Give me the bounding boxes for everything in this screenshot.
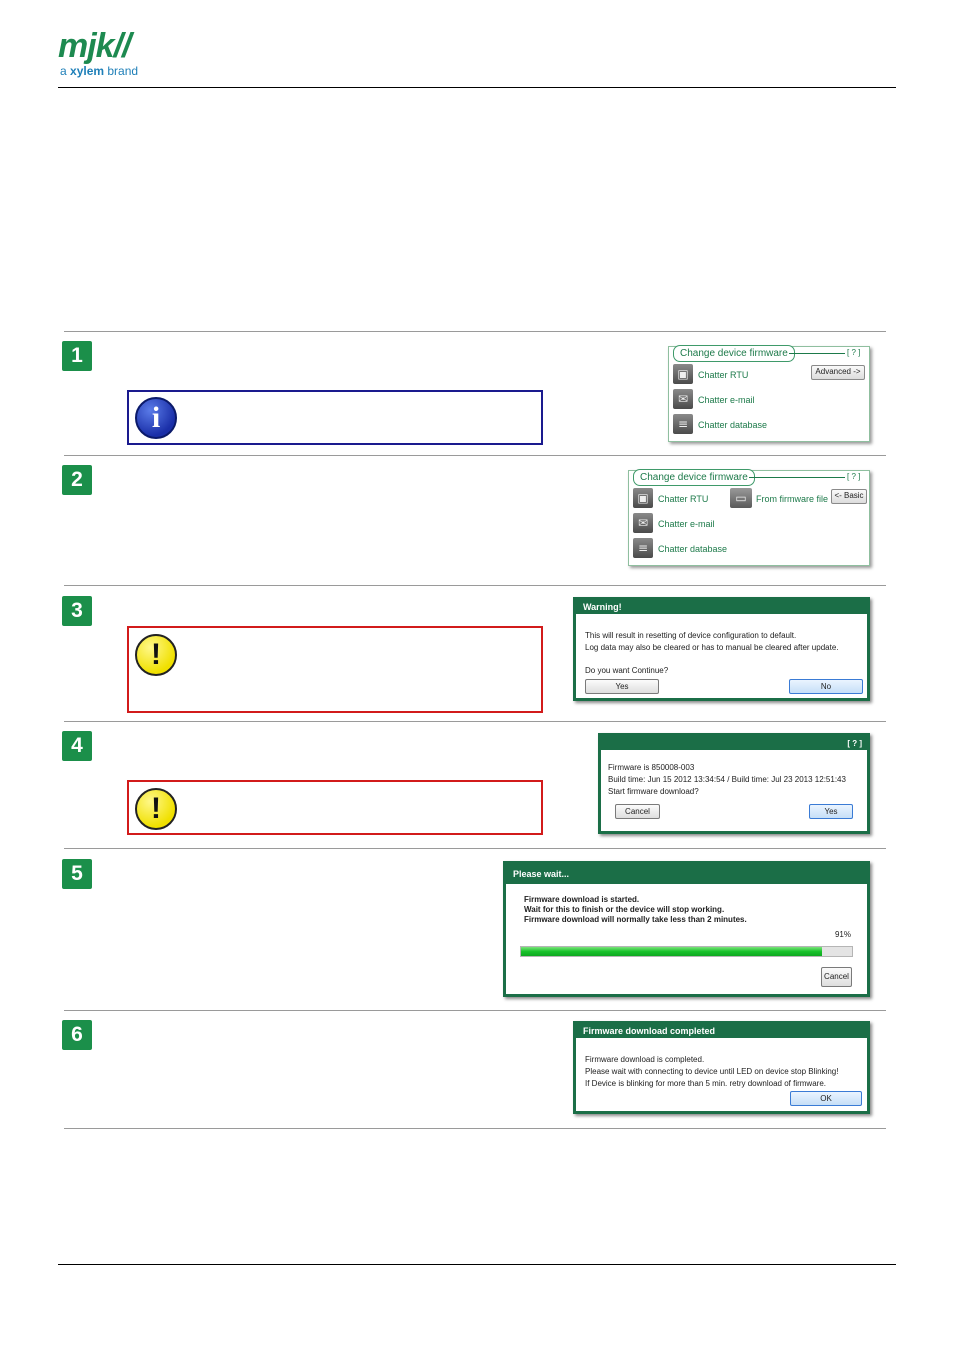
row-separator	[64, 585, 886, 586]
panel-title-line	[749, 477, 845, 478]
cancel-button[interactable]: Cancel	[821, 967, 852, 987]
row-separator	[64, 1128, 886, 1129]
row-separator	[64, 1010, 886, 1011]
mjk-logo: mjk//	[58, 27, 131, 65]
step-6-badge: 6	[62, 1020, 92, 1050]
tagline-suffix: brand	[104, 64, 139, 78]
dialog-text-line: This will result in resetting of device configuration to default.	[585, 631, 797, 640]
dialog-text-line: Start firmware download?	[608, 787, 699, 796]
panel-title: Change device firmware	[673, 345, 795, 362]
dialog-text-line: Firmware download will normally take less than 2 minutes.	[524, 915, 747, 924]
change-firmware-panel-basic	[668, 346, 870, 442]
from-firmware-file-option[interactable]: From firmware file	[756, 494, 829, 504]
folder-icon[interactable]: ▭	[730, 488, 752, 508]
warning-dialog	[573, 597, 870, 701]
advanced-button[interactable]: Advanced ->	[811, 365, 865, 380]
dialog-text-line: Log data may also be cleared or has to manual be cleared after update.	[585, 643, 839, 652]
xylem-tagline	[60, 64, 138, 78]
please-wait-dialog	[503, 861, 870, 997]
warning-icon: !	[135, 634, 177, 676]
dialog-text-line: Wait for this to finish or the device will stop working.	[524, 905, 725, 914]
dialog-header-bar	[601, 736, 867, 750]
footer-rule	[58, 1264, 896, 1265]
step-2-badge: 2	[62, 465, 92, 495]
dialog-text-line: Firmware download is started.	[524, 895, 640, 904]
help-link[interactable]: [ ? ]	[847, 739, 862, 748]
basic-button[interactable]: <- Basic	[831, 489, 867, 504]
row-separator	[64, 331, 886, 332]
step-3-badge: 3	[62, 596, 92, 626]
step-4-warning-note	[127, 780, 543, 835]
info-icon: i	[135, 397, 177, 439]
database-icon[interactable]: ≡	[633, 538, 653, 558]
chatter-email-option[interactable]: Chatter e-mail	[698, 395, 755, 405]
step-1-info-note	[127, 390, 543, 445]
dialog-title: Firmware download completed	[576, 1024, 867, 1038]
progress-percent: 91%	[834, 930, 851, 939]
step-1-badge: 1	[62, 341, 92, 371]
help-link[interactable]: [ ? ]	[847, 348, 861, 357]
yes-button[interactable]: Yes	[585, 679, 659, 694]
progress-bar-fill	[521, 947, 822, 956]
panel-title-line	[789, 353, 845, 354]
chatter-database-option[interactable]: Chatter database	[698, 420, 768, 430]
row-separator	[64, 848, 886, 849]
tagline-brand: xylem	[70, 64, 105, 78]
no-button[interactable]: No	[789, 679, 863, 694]
step-5-badge: 5	[62, 859, 92, 889]
step-4-badge: 4	[62, 731, 92, 761]
dialog-text-line: If Device is blinking for more than 5 min. retry download of firmware.	[585, 1079, 826, 1088]
download-completed-dialog	[573, 1021, 870, 1114]
database-icon[interactable]: ≡	[673, 414, 693, 434]
computer-icon[interactable]: ▣	[673, 364, 693, 384]
row-separator	[64, 721, 886, 722]
warning-icon: !	[135, 788, 177, 830]
dialog-title: Please wait...	[506, 864, 867, 884]
dialog-title: Warning!	[576, 600, 867, 614]
header-rule	[58, 87, 896, 88]
row-separator	[64, 455, 886, 456]
dialog-question: Do you want Continue?	[585, 666, 669, 675]
step-3-warning-note	[127, 626, 543, 713]
computer-icon[interactable]: ▣	[633, 488, 653, 508]
firmware-version-dialog	[598, 733, 870, 834]
panel-title: Change device firmware	[633, 469, 755, 486]
ok-button[interactable]: OK	[790, 1091, 862, 1106]
help-link[interactable]: [ ? ]	[847, 472, 861, 481]
cancel-button[interactable]: Cancel	[615, 804, 660, 819]
chatter-email-option[interactable]: Chatter e-mail	[658, 519, 715, 529]
chatter-rtu-option[interactable]: Chatter RTU	[658, 494, 709, 504]
dialog-text-line: Firmware is 850008-003	[608, 763, 695, 772]
yes-button[interactable]: Yes	[809, 804, 853, 819]
envelope-icon[interactable]: ✉	[673, 389, 693, 409]
progress-bar	[520, 946, 853, 957]
dialog-text-line: Firmware download is completed.	[585, 1055, 705, 1064]
tagline-prefix: a	[60, 64, 71, 78]
chatter-rtu-option[interactable]: Chatter RTU	[698, 370, 749, 380]
change-firmware-panel-advanced	[628, 470, 870, 566]
dialog-text-line: Please wait with connecting to device until LED on device stop Blinking!	[585, 1067, 839, 1076]
dialog-text-line: Build time: Jun 15 2012 13:34:54 / Build time: Jul 23 2013 12:51:43	[608, 775, 846, 784]
chatter-database-option[interactable]: Chatter database	[658, 544, 728, 554]
envelope-icon[interactable]: ✉	[633, 513, 653, 533]
